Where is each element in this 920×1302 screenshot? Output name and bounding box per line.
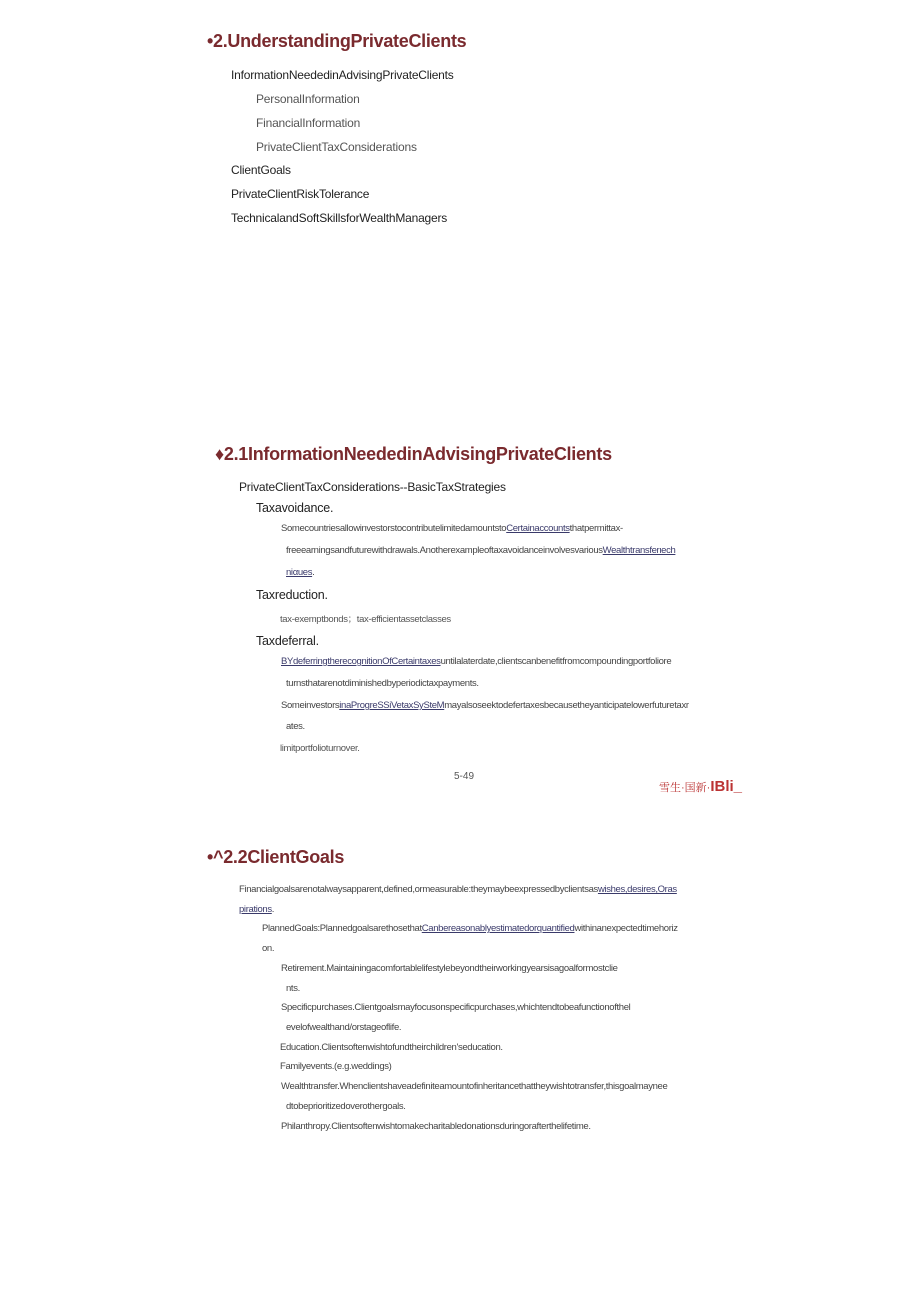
- goal-line: Specificpurchases.Clientgoalsmayfocusonspecificpurchases,whichtendtobeafunctionofthel: [281, 1002, 631, 1013]
- text-run: .: [271, 904, 275, 915]
- text-run: thatpermittax-: [569, 523, 623, 534]
- text-run: mayalsoseektodefertaxesbecausetheyanticipatelowerfuturetaxr: [444, 700, 689, 711]
- tax-avoidance-line: [286, 545, 675, 556]
- underlined-text: Canbereasonablyestimatedorquantified: [421, 923, 575, 934]
- text-run: PlannedGoals:Plannedgoalsarethosethat: [262, 923, 422, 934]
- goal-line: Education.Clientsoftenwishtofundtheirchildren'seducation.: [280, 1042, 503, 1053]
- goal-line: Familyevents.(e.g.weddings): [280, 1061, 392, 1072]
- underlined-text: Wealthtransferιech: [602, 545, 676, 556]
- goal-line: evelofwealthand/orstageoflife.: [286, 1022, 402, 1033]
- underlined-text: niαues: [286, 567, 313, 578]
- outline-subitem: PersonalInformation: [256, 92, 360, 106]
- planned-goals-line: on.: [262, 943, 275, 954]
- underlined-text: BYdeferringtherecognitionOfCertaintaxes: [281, 656, 441, 667]
- logo-text: 雪生·国新·: [659, 782, 711, 794]
- logo-mark: IBli_: [710, 778, 743, 795]
- slide2-subtitle: PrivateClientTaxConsiderations--BasicTaxStrategies: [239, 480, 506, 494]
- goal-line: nts.: [286, 983, 300, 994]
- underlined-text: inaProgreSSiVetaxSySteM: [339, 700, 445, 711]
- outline-item: InformationNeededinAdvisingPrivateClients: [231, 68, 454, 82]
- tax-deferral-line: [281, 700, 689, 711]
- page-number: 5-49: [454, 771, 475, 782]
- slide2-title: ♦2.1InformationNeededinAdvisingPrivateClients: [215, 444, 612, 464]
- tax-avoidance-heading: Taxavoidance.: [256, 501, 334, 515]
- text-run: .: [312, 567, 315, 578]
- tax-deferral-line: [281, 656, 671, 667]
- tax-avoidance-line: [286, 567, 314, 578]
- client-goals-intro: [239, 904, 274, 915]
- goal-line: Wealthtransfer.Whenclientshaveadefiniteamountofinheritancethattheywishtotransfer,thisgoalmaynee: [281, 1081, 668, 1092]
- underlined-text: wishes,desires,Oras: [597, 884, 677, 895]
- tax-deferral-line: ates.: [286, 721, 305, 732]
- client-goals-intro: [239, 884, 677, 895]
- outline-item: ClientGoals: [231, 163, 291, 177]
- outline-item: TechnicalandSoftSkillsforWealthManagers: [231, 211, 448, 225]
- goal-line: Retirement.Maintainingacomfortablelifestylebeyondtheirworkingyearsisagoalformostclie: [281, 963, 618, 974]
- underlined-text: pirations: [239, 904, 272, 915]
- tax-reduction-heading: Taxreduction.: [256, 588, 328, 602]
- publisher-logo: [659, 778, 742, 795]
- tax-deferral-line: turnsthatarenotdiminishedbyperiodictaxpayments.: [286, 678, 479, 689]
- outline-subitem: FinancialInformation: [256, 116, 361, 130]
- text-run: Somecountriesallowinvestorstocontributelimitedamountsto: [281, 523, 507, 534]
- text-run: Someinvestors: [281, 700, 340, 711]
- tax-deferral-line: limitportfolioturnover.: [280, 743, 360, 754]
- text-run: withinanexpectedtimehoriz: [574, 923, 678, 934]
- slide1-title: •2.UnderstandingPrivateClients: [207, 31, 467, 51]
- tax-deferral-heading: Taxdeferral.: [256, 634, 319, 648]
- planned-goals-line: [262, 923, 678, 934]
- underlined-text: Certainaccounts: [506, 523, 570, 534]
- text-run: Financialgoalsarenotalwaysapparent,defined,ormeasurable:theymaybeexpressedbyclientsas: [239, 884, 598, 895]
- goal-line: dtobeprioritizedoverothergoals.: [286, 1101, 406, 1112]
- tax-avoidance-line: [281, 523, 623, 534]
- slide3-title: •^2.2ClientGoals: [207, 847, 345, 867]
- text-run: freeearningsandfuturewithdrawals.Anotherexampleoftaxavoidanceinvolvesvarious: [286, 545, 603, 556]
- outline-item: PrivateClientRiskTolerance: [231, 187, 370, 201]
- tax-reduction-line: tax-exemptbonds；tax-efficientassetclasses: [280, 614, 451, 625]
- goal-line: Philanthropy.Clientsoftenwishtomakecharitabledonationsduringorafterthelifetime.: [281, 1121, 591, 1132]
- outline-subitem: PrivateClientTaxConsiderations: [256, 140, 417, 154]
- text-run: untilalaterdate,clientscanbenefitfromcompoundingportfoliore: [440, 656, 672, 667]
